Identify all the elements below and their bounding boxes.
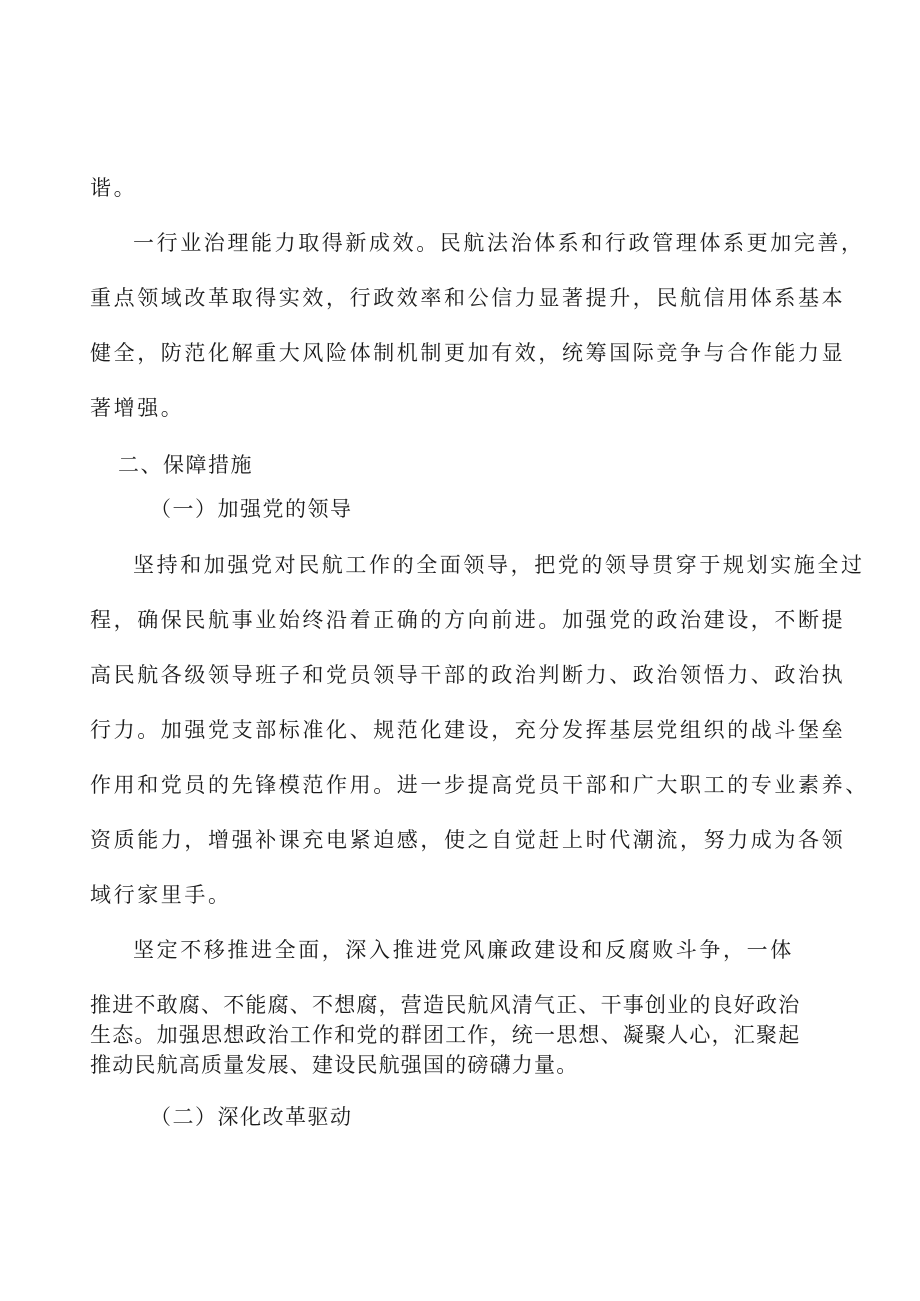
- paragraph-integrity-line-4: 推动民航高质量发展、建设民航强国的磅礴力量。: [90, 1053, 579, 1077]
- paragraph-leadership-line-7: 域行家里手。: [90, 883, 232, 907]
- paragraph-leadership-line-1: 坚持和加强党对民航工作的全面领导，把党的领导贯穿于规划实施全过: [133, 553, 865, 577]
- paragraph-leadership-line-4: 行力。加强党支部标准化、规范化建设，充分发挥基层党组织的战斗堡垒: [90, 718, 846, 742]
- paragraph-governance-line-1: 一行业治理能力取得新成效。民航法治体系和行政管理体系更加完善，: [133, 231, 865, 255]
- paragraph-leadership-line-2: 程，确保民航事业始终沿着正确的方向前进。加强党的政治建设，不断提: [90, 608, 846, 632]
- paragraph-leadership-line-3: 高民航各级领导班子和党员领导干部的政治判断力、政治领悟力、政治执: [90, 663, 846, 687]
- text-line-1: 谐。: [90, 176, 138, 200]
- paragraph-leadership-line-5: 作用和党员的先锋模范作用。进一步提高党员干部和广大职工的专业素养、: [90, 773, 869, 797]
- paragraph-governance-line-3: 健全，防范化解重大风险体制机制更加有效，统筹国际竞争与合作能力显: [90, 341, 846, 365]
- paragraph-governance-line-4: 著增强。: [90, 396, 185, 420]
- paragraph-integrity-line-2: 推进不敢腐、不能腐、不想腐，营造民航风清气正、干事创业的良好政治: [90, 993, 801, 1017]
- section-heading-guarantee-measures: 二、保障措施: [118, 453, 253, 477]
- paragraph-integrity-line-3: 生态。加强思想政治工作和党的群团工作，统一思想、凝聚人心，汇聚起: [90, 1023, 801, 1047]
- paragraph-governance-line-2: 重点领域改革取得实效，行政效率和公信力显著提升，民航信用体系基本: [90, 286, 846, 310]
- subsection-heading-party-leadership: （一）加强党的领导: [150, 497, 353, 521]
- subsection-heading-reform-driven: （二）深化改革驱动: [150, 1105, 353, 1129]
- paragraph-integrity-line-1: 坚定不移推进全面，深入推进党风廉政建设和反腐败斗争，一体: [133, 938, 794, 962]
- paragraph-leadership-line-6: 资质能力，增强补课充电紧迫感，使之自觉赶上时代潮流，努力成为各领: [90, 828, 846, 852]
